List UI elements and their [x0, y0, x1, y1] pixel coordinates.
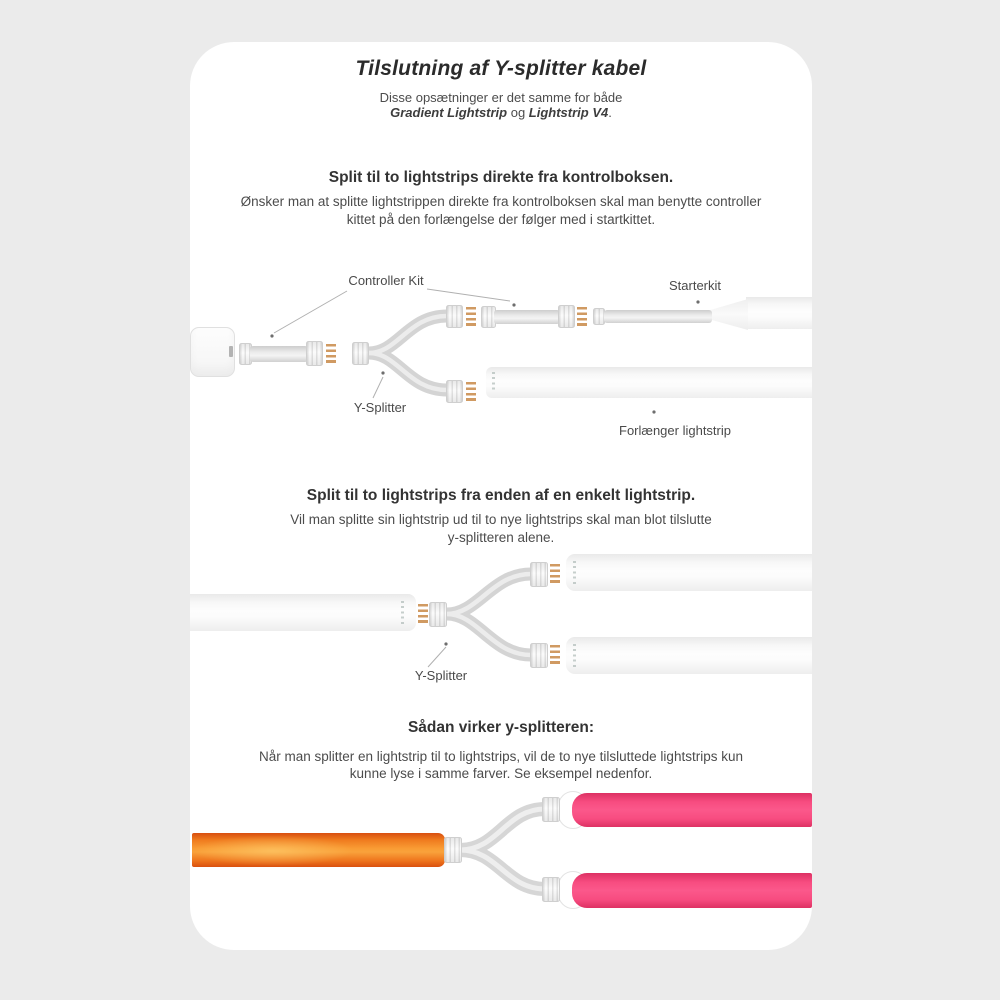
y-splitter3-upper-connector [542, 797, 560, 822]
pink-lightstrip-top [572, 793, 812, 827]
subtitle-period: . [608, 105, 612, 120]
subtitle-conjunction: og [507, 105, 529, 120]
lightstrip-end-contacts [492, 372, 495, 393]
label-y-splitter-1: Y-Splitter [353, 400, 407, 415]
section3-heading: Sådan virker y-splitteren: [407, 719, 595, 736]
connector-pins [550, 564, 560, 584]
connector-pins [418, 604, 428, 624]
connector-pins [466, 307, 476, 327]
subtitle-line1: Disse opsætninger er det samme for både [379, 90, 623, 105]
lightstrip-end-contacts [573, 561, 576, 584]
y-splitter1-lower-connector [446, 380, 463, 403]
section3-body-line1: Når man splitter en lightstrip til to lightstrips, vil de to nye tilsluttede lightstrips kun [259, 749, 743, 764]
controller-kit-cable [250, 346, 308, 362]
section1-heading: Split til to lightstrips direkte fra kontrolboksen. [328, 169, 674, 186]
new-lightstrip-top [566, 554, 812, 591]
label-y-splitter-2: Y-Splitter [414, 668, 468, 683]
extension-cable-connector [558, 305, 575, 328]
starterkit-cable [604, 310, 712, 323]
single-lightstrip [190, 594, 416, 631]
page-title: Tilslutning af Y-splitter kabel [355, 57, 647, 80]
section3-body-line2: kunne lyse i samme farver. Se eksempel nedenfor. [349, 766, 653, 781]
label-controller-kit: Controller Kit [348, 273, 424, 288]
connector-pins [326, 344, 336, 364]
lightstrip-end-contacts [401, 601, 404, 624]
section1-body-line1: Ønsker man at splitte lightstrippen direkte fra kontrolboksen skal man benytte controller [240, 194, 762, 209]
subtitle-product1: Gradient Lightstrip [390, 105, 508, 120]
orange-strip-end-connector [444, 837, 462, 863]
control-box-port [229, 346, 233, 357]
y-splitter2-lower-connector [530, 643, 548, 668]
connector-pins [577, 307, 587, 327]
starterkit-lightstrip [746, 297, 812, 329]
label-forlaenger-lightstrip: Forlænger lightstrip [619, 423, 731, 438]
section2-heading: Split til to lightstrips fra enden af en enkelt lightstrip. [306, 487, 696, 504]
y-splitter1-upper-connector [446, 305, 463, 328]
y-splitter2-upper-connector [530, 562, 548, 587]
y-splitter2-input-connector [429, 602, 447, 627]
lightstrip-end-contacts [573, 644, 576, 667]
pink-lightstrip-bottom [572, 873, 812, 908]
forlaenger-lightstrip [486, 367, 812, 398]
connector-pins [550, 645, 560, 665]
y-splitter1-input-connector [352, 342, 369, 365]
cable-connector [306, 341, 323, 366]
subtitle-product2: Lightstrip V4 [528, 105, 609, 120]
section2-body-line2: y-splitteren alene. [447, 530, 555, 545]
extension-cable [494, 310, 560, 324]
connector-pins [466, 382, 476, 402]
section1-body-line2: kittet på den forlængelse der følger med i startkittet. [346, 212, 656, 227]
orange-lightstrip [192, 833, 445, 867]
section2-body-line1: Vil man splitte sin lightstrip ud til to nye lightstrips skal man blot tilslutte [290, 512, 712, 527]
y-splitter3-lower-connector [542, 877, 560, 902]
label-starterkit: Starterkit [668, 278, 722, 293]
subtitle-line2 [190, 105, 812, 120]
new-lightstrip-bottom [566, 637, 812, 674]
